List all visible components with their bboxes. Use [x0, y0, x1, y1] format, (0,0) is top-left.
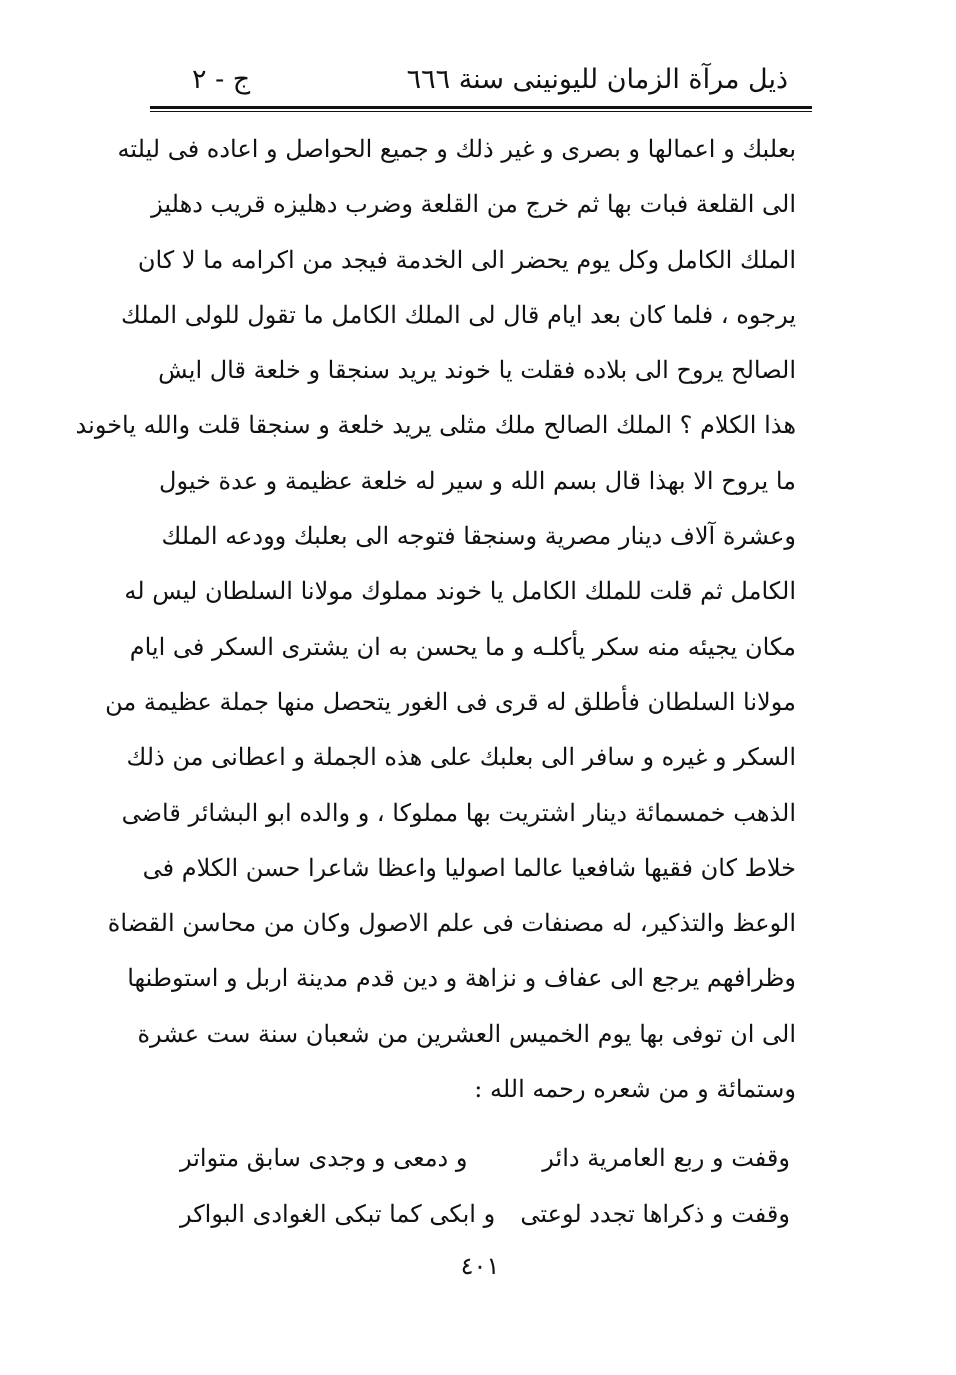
- running-title: ذيل مرآة الزمان لليونينى سنة ٦٦٦: [406, 64, 788, 95]
- verse-first-hemistich: وقفت و ذكراها تجدد لوعتى: [520, 1200, 790, 1228]
- verse-line: [180, 1186, 790, 1242]
- text-line: وظرافهم يرجع الى عفاف و نزاهة و دين قدم مدينة اربل و استوطنها: [127, 964, 796, 993]
- text-line: مولانا السلطان فأطلق له قرى فى الغور يتحصل منها جملة عظيمة من: [105, 687, 796, 716]
- text-line: الى ان توفى بها يوم الخميس العشرين من شعبان سنة ست عشرة: [137, 1019, 796, 1048]
- page-number: ٤٠١: [460, 1252, 500, 1280]
- poem-verses: [180, 1130, 790, 1242]
- text-line: وعشرة آلاف دينار مصرية وسنجقا فتوجه الى بعلبك وودعه الملك: [161, 522, 796, 551]
- text-line: بعلبك و اعمالها و بصرى و غير ذلك و جميع الحواصل و اعاده فى ليلته: [117, 135, 796, 163]
- text-line: السكر و غيره و سافر الى بعلبك على هذه الجملة و اعطانى من ذلك: [126, 743, 796, 772]
- text-line: مكان يجيئه منه سكر يأكلـه و ما يحسن به ان يشترى السكر فى ايام: [129, 632, 796, 661]
- header-rule: [150, 106, 812, 112]
- text-line: هذا الكلام ؟ الملك الصالح ملك مثلى يريد خلعة و سنجقا قلت والله ياخوند: [75, 411, 796, 440]
- text-line: الى القلعة فبات بها ثم خرج من القلعة وضرب دهليزه قريب دهليز: [151, 190, 796, 219]
- text-line: يرجوه ، فلما كان بعد ايام قال لى الملك الكامل ما تقول للولى الملك: [121, 300, 796, 329]
- text-line: الوعظ والتذكير، له مصنفات فى علم الاصول وكان من محاسن القضاة: [107, 909, 796, 938]
- text-line: الكامل ثم قلت للملك الكامل يا خوند مملوك مولانا السلطان ليس له: [124, 577, 796, 606]
- main-text: [75, 122, 796, 1117]
- text-line: خلاط كان فقيها شافعيا عالما اصوليا واعظا شاعرا حسن الكلام فى: [142, 853, 796, 882]
- volume-indicator: ج - ٢: [192, 64, 251, 95]
- text-line: الملك الكامل وكل يوم يحضر الى الخدمة فيجد من اكرامه ما لا كان: [137, 245, 796, 274]
- verse-second-hemistich: و دمعى و وجدى سابق متواتر: [180, 1144, 468, 1172]
- verse-line: [180, 1130, 790, 1186]
- verse-first-hemistich: وقفت و ربع العامرية دائر: [542, 1144, 790, 1172]
- text-line: وستمائة و من شعره رحمه الله :: [474, 1075, 796, 1104]
- running-header: [150, 58, 812, 104]
- text-line: ما يروح الا بهذا قال بسم الله و سير له خلعة عظيمة و عدة خيول: [159, 466, 796, 495]
- text-line: الصالح يروح الى بلاده فقلت يا خوند يريد سنجقا و خلعة قال ايش: [158, 356, 796, 385]
- text-line: الذهب خمسمائة دينار اشتريت بها مملوكا ، و والده ابو البشائر قاضى: [121, 798, 796, 827]
- verse-second-hemistich: و ابكى كما تبكى الغوادى البواكر: [180, 1200, 496, 1228]
